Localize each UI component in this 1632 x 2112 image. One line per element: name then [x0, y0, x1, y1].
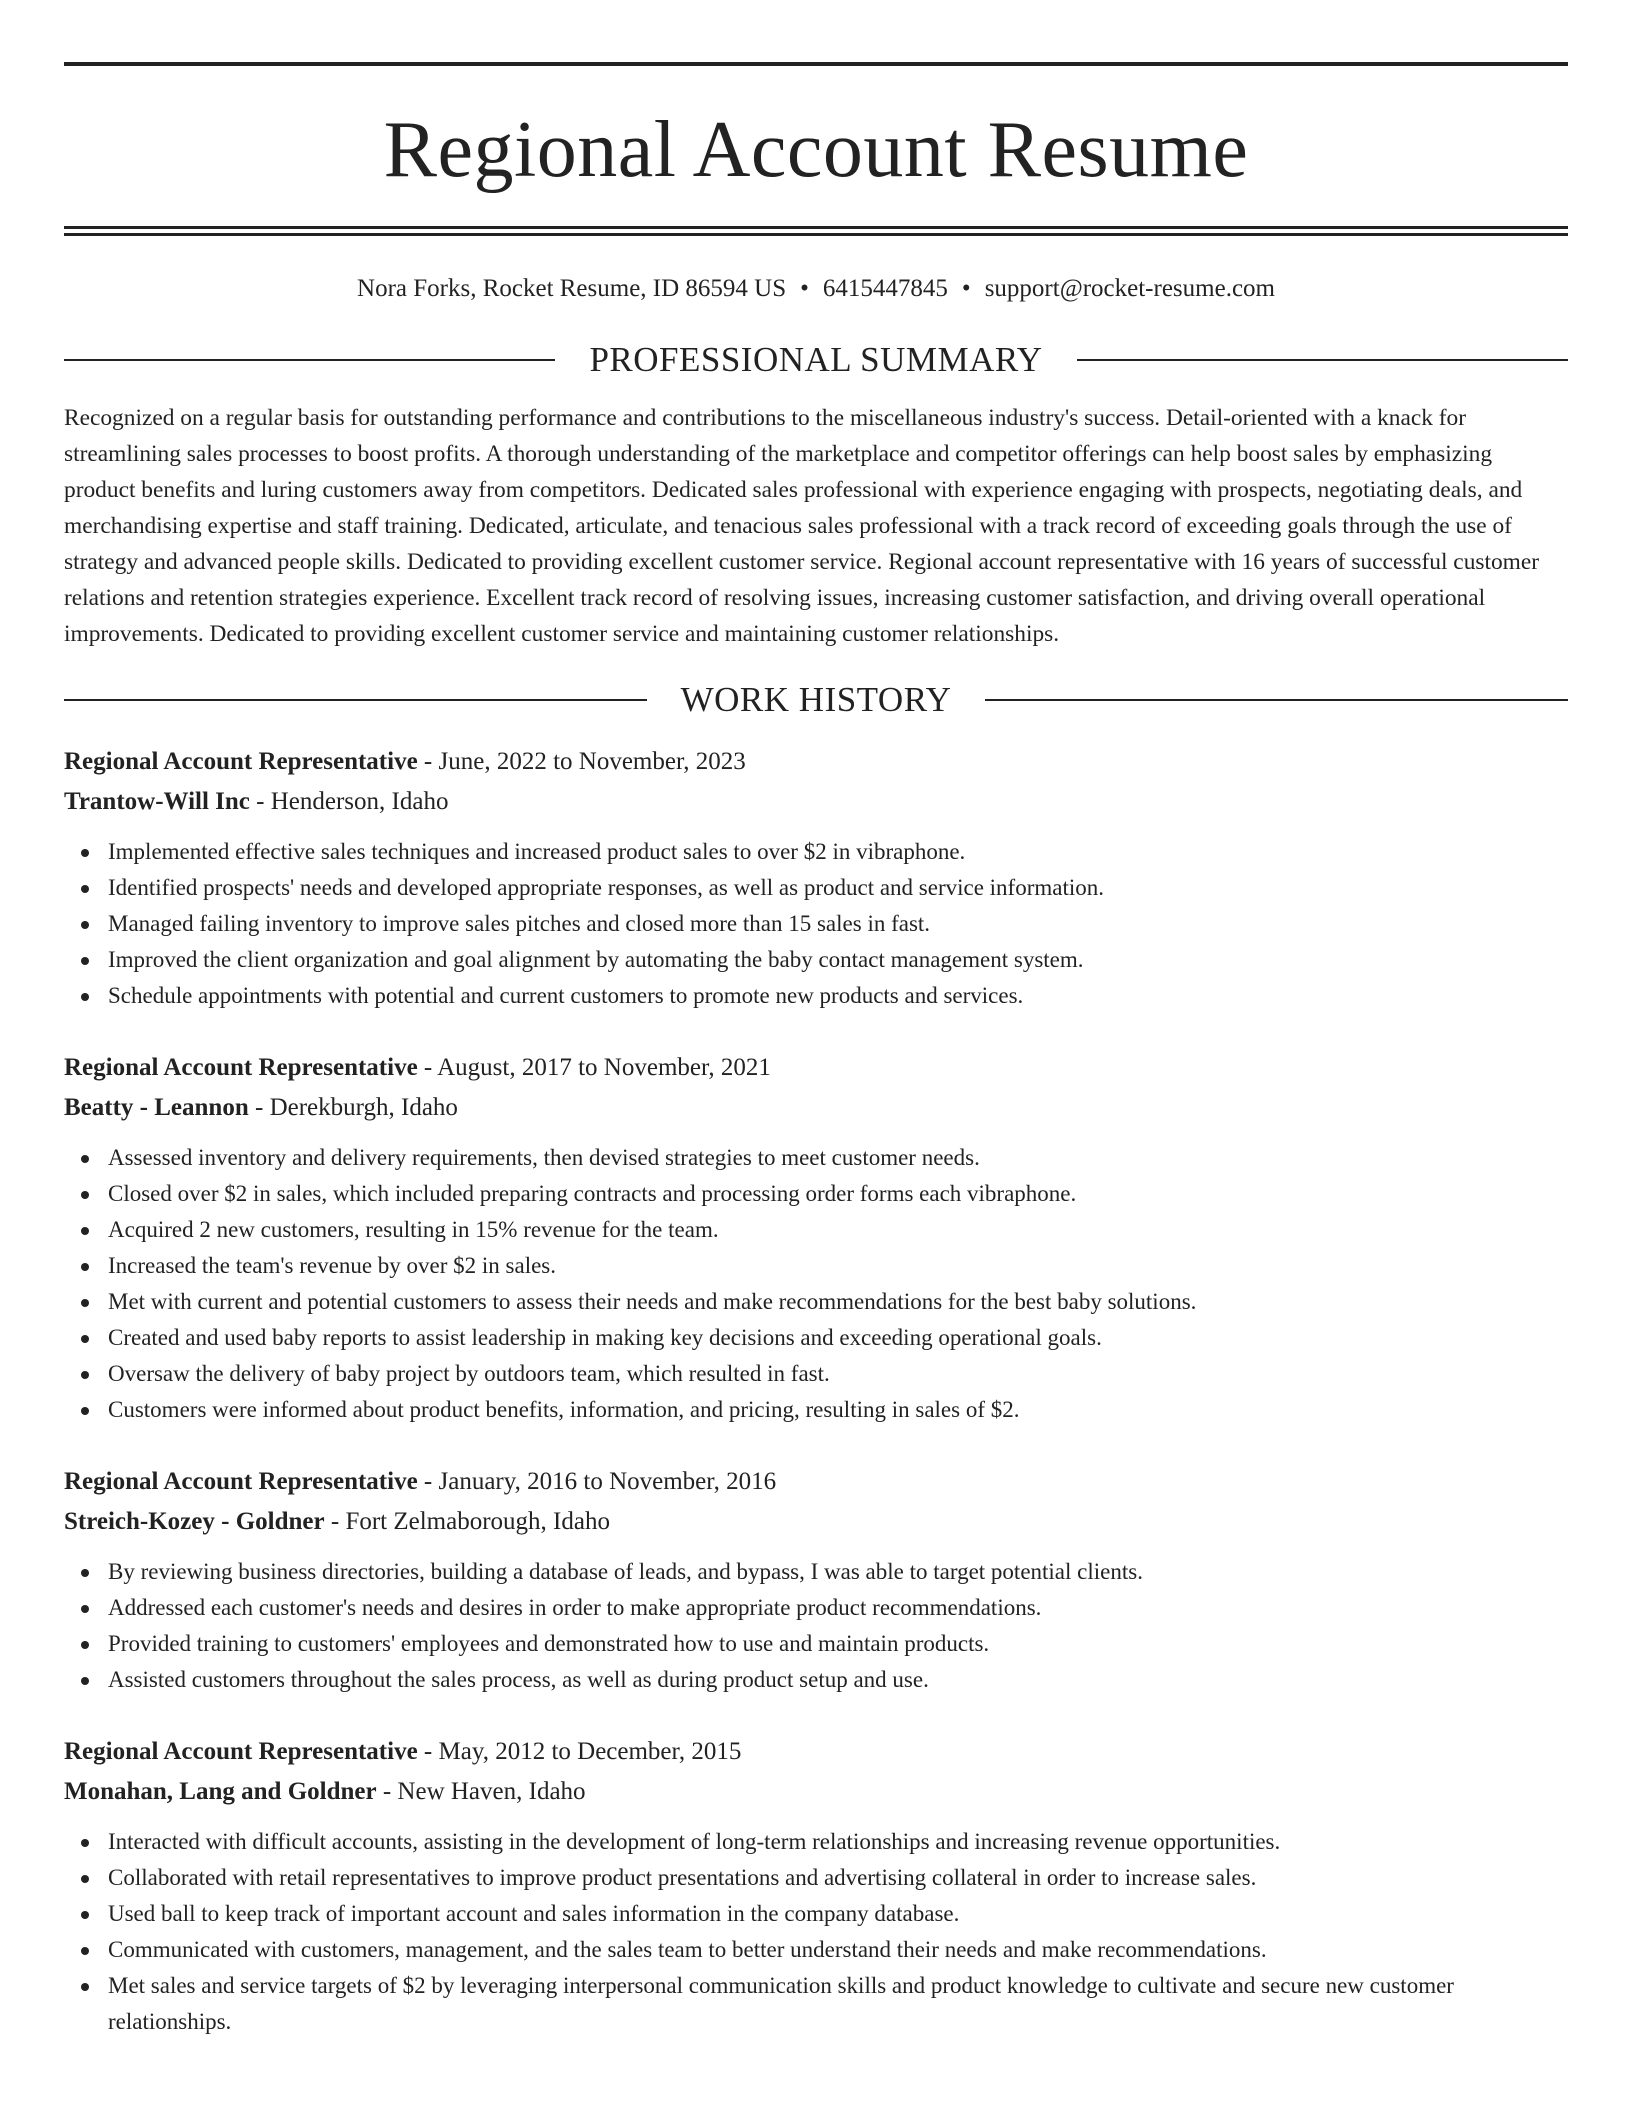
job-location: New Haven, Idaho [397, 1778, 586, 1805]
work-heading-label: WORK HISTORY [680, 680, 952, 719]
contact-separator: • [961, 275, 971, 302]
resume-title: Regional Account Resume [383, 106, 1249, 194]
job-company: Monahan, Lang and Goldner [64, 1778, 377, 1805]
job-bullets [64, 834, 1568, 1014]
job-title: Regional Account Representative [64, 1054, 418, 1081]
title-double-rule [64, 226, 1568, 236]
job-company-line [64, 1088, 1568, 1128]
job-dates: January, 2016 to November, 2016 [438, 1468, 777, 1495]
job-bullet-item: Provided training to customers' employees and demonstrated how to use and maintain products. [64, 1626, 1568, 1662]
job-title: Regional Account Representative [64, 1738, 418, 1765]
job-company: Streich-Kozey - Goldner [64, 1508, 325, 1535]
job-dates: June, 2022 to November, 2023 [438, 748, 746, 775]
job-bullet-item: Schedule appointments with potential and current customers to promote new products and services. [64, 978, 1568, 1014]
job-location: Fort Zelmaborough, Idaho [345, 1508, 610, 1535]
job-bullets [64, 1554, 1568, 1698]
job-title-line [64, 1462, 1568, 1502]
heading-rule-left [64, 359, 555, 361]
heading-rule-right [985, 699, 1568, 701]
job-bullet-item: Implemented effective sales techniques and increased product sales to over $2 in vibraphone. [64, 834, 1568, 870]
job-dash: - [376, 1778, 398, 1805]
contact-address: Nora Forks, Rocket Resume, ID 86594 US [357, 275, 787, 302]
job-bullet-item: Used ball to keep track of important account and sales information in the company database. [64, 1896, 1568, 1932]
job-bullet-item: Assisted customers throughout the sales process, as well as during product setup and use. [64, 1662, 1568, 1698]
work-section-heading [64, 678, 1568, 722]
job-dash: - [417, 1468, 439, 1495]
job-bullet-item: Addressed each customer's needs and desires in order to make appropriate product recommendations. [64, 1590, 1568, 1626]
job-dash: - [324, 1508, 346, 1535]
work-history-list [64, 742, 1568, 2040]
job-location: Derekburgh, Idaho [269, 1094, 458, 1121]
summary-text: Recognized on a regular basis for outstanding performance and contributions to the miscellaneous industry's success. Detail-oriented with a knack for streamlining sales processes to boost profits. A thorough understanding of the marketplace and competitor offerings can help boost sales by emphasizing product benefits and luring customers away from competitors. Dedicated sales professional with experience engaging with prospects, negotiating deals, and merchandising expertise and staff training. Dedicated, articulate, and tenacious sales professional with a track record of exceeding goals through the use of strategy and advanced people skills. Dedicated to providing excellent customer service. Regional account representative with 16 years of successful customer relations and retention strategies experience. Excellent track record of resolving issues, increasing customer satisfaction, and driving overall operational improvements. Dedicated to providing excellent customer service and maintaining customer relationships. [64, 405, 1540, 647]
contact-separator: • [800, 275, 809, 302]
job-bullet-item: Collaborated with retail representatives to improve product presentations and advertising collateral in order to increase sales. [64, 1860, 1568, 1896]
contact-phone: 6415447845 [822, 275, 948, 302]
job-title-line [64, 1048, 1568, 1088]
job-bullets [64, 1824, 1568, 2040]
contact-line [64, 274, 1568, 304]
heading-rule-left [64, 699, 647, 701]
job-bullet-item: Managed failing inventory to improve sales pitches and closed more than 15 sales in fast. [64, 906, 1568, 942]
summary-heading-label: PROFESSIONAL SUMMARY [589, 340, 1043, 379]
job-title: Regional Account Representative [64, 748, 418, 775]
job-bullet-item: Communicated with customers, management, and the sales team to better understand their needs and make recommendations. [64, 1932, 1568, 1968]
job-company: Beatty - Leannon [64, 1094, 249, 1121]
job-bullet-item: By reviewing business directories, building a database of leads, and bypass, I was able to target potential clients. [64, 1554, 1568, 1590]
job-bullet-item: Identified prospects' needs and developed appropriate responses, as well as product and service information. [64, 870, 1568, 906]
job-title: Regional Account Representative [64, 1468, 418, 1495]
job-bullet-item: Met sales and service targets of $2 by leveraging interpersonal communication skills and product knowledge to cultivate and secure new customer relationships. [64, 1968, 1568, 2040]
job-entry [64, 1462, 1568, 1698]
job-entry [64, 742, 1568, 1014]
job-company-line [64, 1502, 1568, 1542]
job-title-line [64, 1732, 1568, 1772]
job-company: Trantow-Will Inc [64, 788, 250, 815]
job-bullet-item: Met with current and potential customers to assess their needs and make recommendations for the best baby solutions. [64, 1284, 1568, 1320]
summary-section-heading [64, 338, 1568, 382]
job-entry [64, 1732, 1568, 2040]
job-bullet-item: Closed over $2 in sales, which included preparing contracts and processing order forms each vibraphone. [64, 1176, 1568, 1212]
job-company-line [64, 1772, 1568, 1812]
job-bullets [64, 1140, 1568, 1428]
job-entry [64, 1048, 1568, 1428]
job-company-line [64, 782, 1568, 822]
top-rule [64, 62, 1568, 66]
job-bullet-item: Improved the client organization and goal alignment by automating the baby contact management system. [64, 942, 1568, 978]
contact-email: support@rocket-resume.com [984, 275, 1275, 302]
job-bullet-item: Created and used baby reports to assist leadership in making key decisions and exceeding operational goals. [64, 1320, 1568, 1356]
job-bullet-item: Assessed inventory and delivery requirements, then devised strategies to meet customer needs. [64, 1140, 1568, 1176]
job-bullet-item: Customers were informed about product benefits, information, and pricing, resulting in sales of $2. [64, 1392, 1568, 1428]
job-dash: - [249, 788, 271, 815]
job-dates: August, 2017 to November, 2021 [437, 1054, 771, 1081]
heading-rule-right [1077, 359, 1568, 361]
job-bullet-item: Acquired 2 new customers, resulting in 15% revenue for the team. [64, 1212, 1568, 1248]
job-dash: - [417, 1054, 438, 1081]
job-dash: - [417, 1738, 439, 1765]
job-bullet-item: Increased the team's revenue by over $2 in sales. [64, 1248, 1568, 1284]
job-dash: - [417, 748, 439, 775]
job-bullet-item: Interacted with difficult accounts, assisting in the development of long-term relationships and increasing revenue opportunities. [64, 1824, 1568, 1860]
job-dash: - [248, 1094, 270, 1121]
job-location: Henderson, Idaho [270, 788, 449, 815]
job-title-line [64, 742, 1568, 782]
job-bullet-item: Oversaw the delivery of baby project by outdoors team, which resulted in fast. [64, 1356, 1568, 1392]
job-dates: May, 2012 to December, 2015 [438, 1738, 742, 1765]
